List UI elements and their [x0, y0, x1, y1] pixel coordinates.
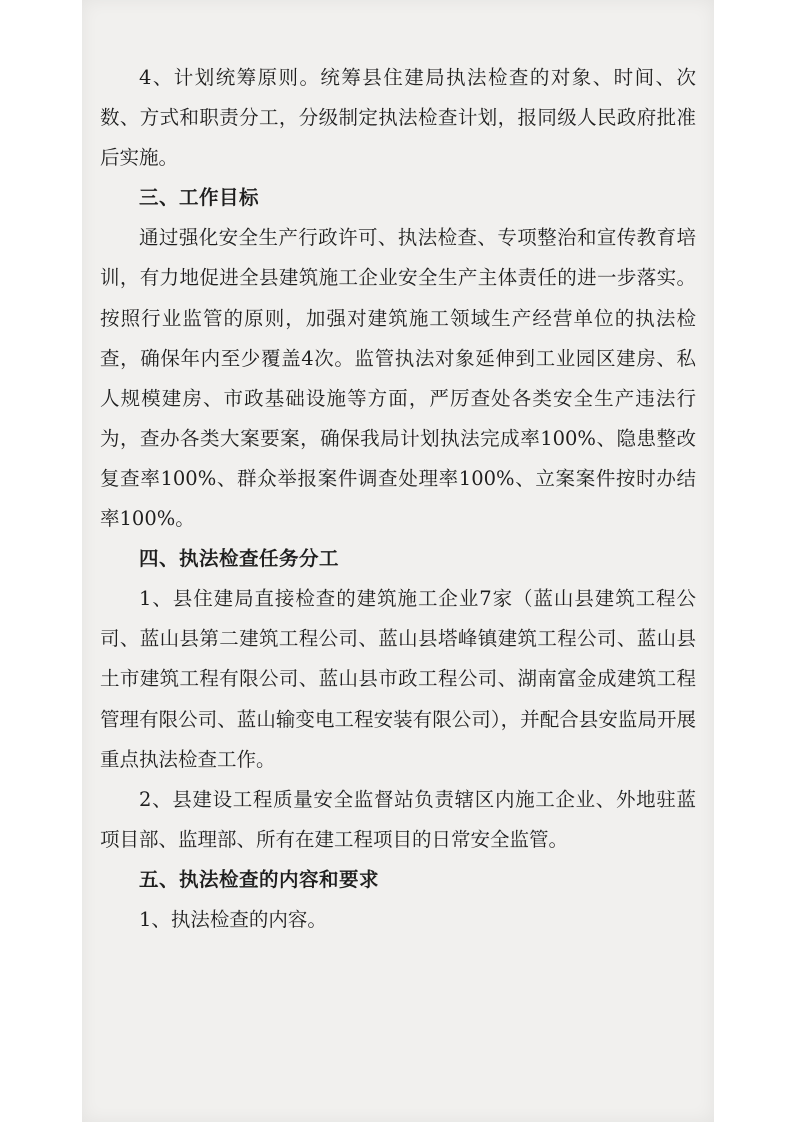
paragraph-task-division-1: 1、县住建局直接检查的建筑施工企业7家（蓝山县建筑工程公司、蓝山县第二建筑工程公司、蓝山县塔峰镇建筑工程公司、蓝山县土市建筑工程有限公司、蓝山县市政工程公司、湖南富金成建筑工程管理有限公司、蓝山输变电工程安装有限公司），并配合县安监局开展重点执法检查工作。	[100, 587, 696, 771]
section-heading-task-division: 四、执法检查任务分工	[139, 547, 340, 571]
paragraph-planning-principle: 4、计划统筹原则。统筹县住建局执法检查的对象、时间、次数、方式和职责分工，分级制定执法检查计划，报同级人民政府批准后实施。	[100, 66, 696, 170]
document-body	[100, 58, 696, 940]
section-heading-work-goals: 三、工作目标	[139, 186, 260, 210]
paragraph-work-goals: 通过强化安全生产行政许可、执法检查、专项整治和宣传教育培训，有力地促进全县建筑施工企业安全生产主体责任的进一步落实。按照行业监管的原则，加强对建筑施工领域生产经营单位的执法检查，确保年内至少覆盖4次。监管执法对象延伸到工业园区建房、私人规模建房、市政基础设施等方面，严厉查处各类安全生产违法行为，查办各类大案要案，确保我局计划执法完成率100%、隐患整改复查率100%、群众举报案件调查处理率100%、立案案件按时办结率100%。	[100, 226, 696, 531]
paragraph-inspection-content: 1、执法检查的内容。	[139, 907, 327, 931]
section-heading-content-requirements: 五、执法检查的内容和要求	[139, 867, 380, 891]
paragraph-task-division-2: 2、县建设工程质量安全监督站负责辖区内施工企业、外地驻蓝项目部、监理部、所有在建工程项目的日常安全监管。	[100, 787, 696, 851]
